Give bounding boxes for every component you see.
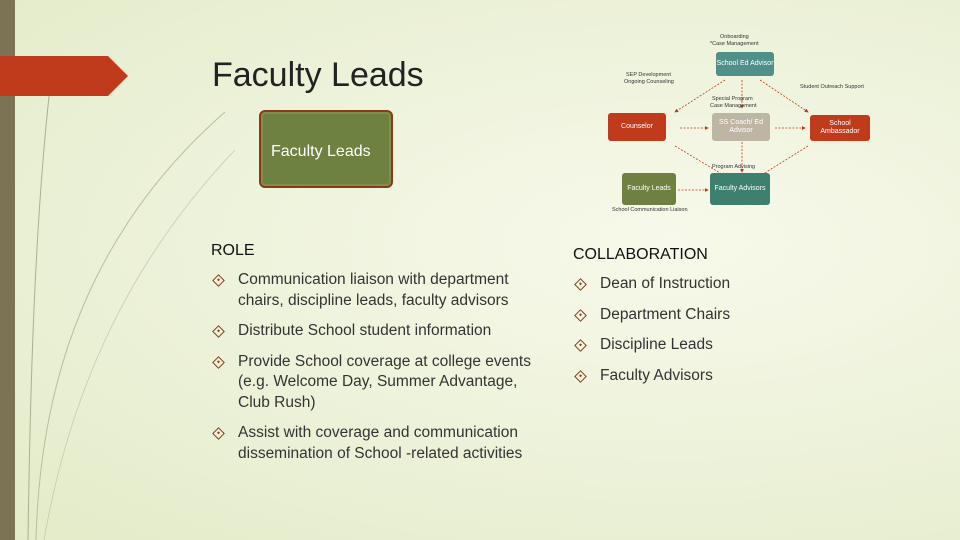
- collaboration-item-text: Department Chairs: [600, 305, 731, 323]
- label-ongoing-counseling: Ongoing Counseling: [624, 79, 674, 85]
- label-sep-development: SEP Development: [626, 72, 671, 78]
- node-counselor-label: Counselor: [621, 123, 653, 130]
- role-item: [211, 321, 546, 342]
- collaboration-item: [573, 305, 873, 326]
- node-faculty-advisors: [710, 173, 770, 205]
- collaboration-item: [573, 366, 873, 387]
- collaboration-item: [573, 274, 873, 295]
- node-faculty-advisors-label: Faculty Advisors: [714, 185, 766, 192]
- collaboration-item-text: Faculty Advisors: [600, 366, 713, 384]
- node-school-ambassador: [810, 115, 870, 141]
- node-school-ed-advisor-label: School Ed Advisor: [716, 60, 774, 67]
- diamond-bullet-icon: [212, 356, 225, 369]
- collaboration-item-text: Discipline Leads: [600, 336, 713, 353]
- role-item-text: Provide School coverage at college events (e.g. Welcome Day, Summer Advantage, Club Rush): [238, 352, 531, 411]
- label-program-advising: Program Advising: [712, 164, 756, 170]
- title-arrow-icon: [0, 56, 128, 96]
- node-counselor: [608, 113, 666, 141]
- role-item-text: with department chairs, discipline leads, faculty advisors: [238, 271, 509, 309]
- role-item: [211, 352, 546, 414]
- role-item-text: Assist with coverage and communication dissemination of School -related activities: [238, 424, 523, 462]
- diamond-bullet-icon: [212, 325, 225, 338]
- diamond-bullet-icon: [574, 278, 587, 291]
- role-heading: ROLE: [211, 242, 255, 259]
- diamond-bullet-icon: [574, 370, 587, 383]
- faculty-leads-box: [259, 110, 393, 188]
- node-ss-coach-label: SS Coach/ Ed Advisor: [719, 119, 763, 134]
- node-ss-coach: [712, 113, 770, 141]
- org-diagram: [600, 28, 890, 218]
- diamond-bullet-icon: [574, 339, 587, 352]
- diamond-bullet-icon: [574, 309, 587, 322]
- role-item-bold: Communication liaison: [238, 271, 394, 288]
- node-faculty-leads: [622, 173, 676, 205]
- node-school-ambassador-label: School Ambassador: [820, 120, 860, 135]
- label-onboarding: Onboarding: [720, 34, 749, 40]
- diamond-bullet-icon: [212, 427, 225, 440]
- collaboration-item-text: Dean of Instruction: [600, 275, 731, 292]
- role-item: [211, 423, 546, 464]
- label-special-program: Special Program: [712, 96, 753, 102]
- label-case-management-top: *Case Management: [710, 41, 759, 47]
- collaboration-heading: COLLABORATION: [573, 246, 708, 263]
- collaboration-item: [573, 335, 873, 356]
- label-student-outreach: Student Outreach Support: [800, 84, 864, 90]
- diamond-bullet-icon: [212, 274, 225, 287]
- label-communication-liaison: School Communication Liaison: [612, 207, 688, 213]
- node-school-ed-advisor: [716, 52, 774, 76]
- role-item-text: Distribute School student information: [238, 322, 492, 339]
- role-item: [211, 270, 546, 311]
- slide-title: Faculty Leads: [212, 56, 424, 94]
- label-case-management-mid: Case Management: [710, 103, 757, 109]
- collaboration-list: [573, 274, 873, 386]
- node-faculty-leads-label: Faculty Leads: [627, 185, 671, 192]
- role-list: [211, 270, 546, 464]
- faculty-leads-box-label: Faculty Leads: [271, 143, 371, 160]
